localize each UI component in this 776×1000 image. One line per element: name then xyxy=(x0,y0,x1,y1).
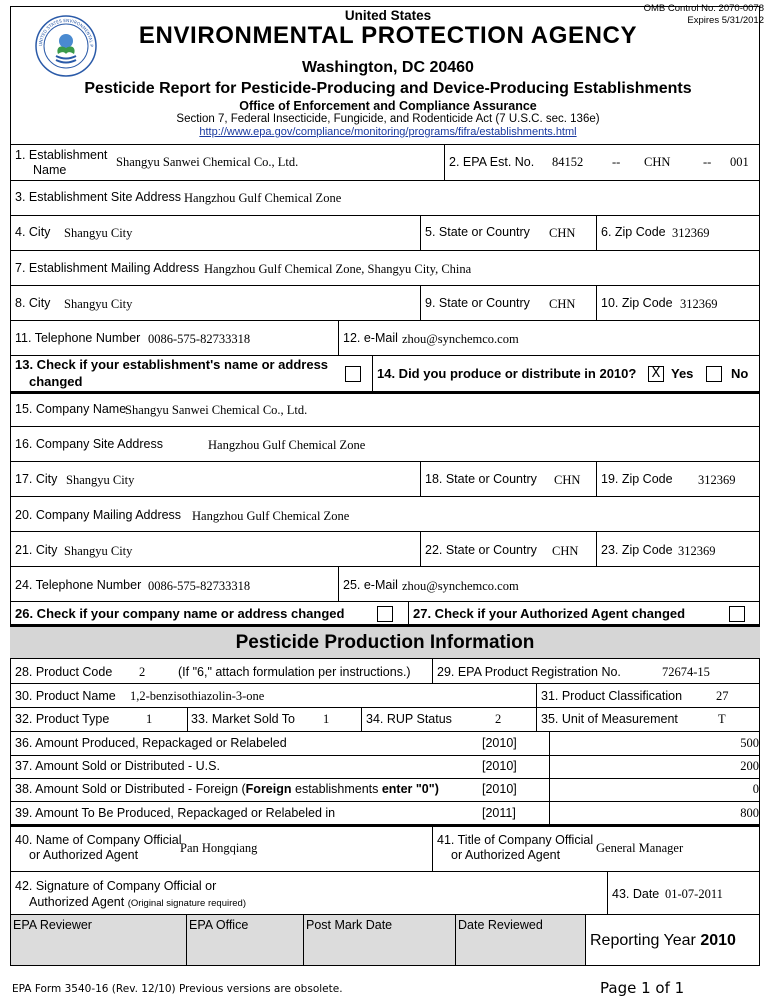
divider xyxy=(420,285,421,320)
divider xyxy=(455,914,456,966)
divider xyxy=(361,707,362,731)
field-37-year: [2010] xyxy=(482,759,517,773)
epa-est-no-sep1: -- xyxy=(612,155,621,169)
field-22-label: 22. State or Country xyxy=(425,543,537,557)
divider xyxy=(536,683,537,707)
field-41-label: 41. Title of Company Official xyxy=(437,833,594,847)
field-30-label: 30. Product Name xyxy=(15,689,116,703)
establishment-site-address-field[interactable]: Hangzhou Gulf Chemical Zone xyxy=(184,191,342,205)
field-29-label: 29. EPA Product Registration No. xyxy=(437,665,621,679)
rule xyxy=(10,707,760,708)
product-code-note: (If "6," attach formulation per instructions.) xyxy=(178,665,411,679)
produced-no-checkbox[interactable] xyxy=(706,366,722,382)
field-38-label-part: establishments xyxy=(291,782,382,796)
market-sold-to-field[interactable]: 1 xyxy=(323,712,330,726)
amount-produced-field[interactable]: 500 xyxy=(740,736,759,750)
form-title: Pesticide Report for Pesticide-Producing and Device-Producing Establishments xyxy=(84,80,692,97)
field-26-label: 26. Check if your company name or address changed xyxy=(15,606,345,621)
page-number: Page 1 of 1 xyxy=(600,979,685,997)
field-25-label: 25. e-Mail xyxy=(343,578,398,592)
produced-no-label: No xyxy=(731,366,749,381)
epa-registration-no-field[interactable]: 72674-15 xyxy=(662,665,710,679)
field-43-label: 43. Date xyxy=(612,887,660,901)
field-1-label: 1. Establishment xyxy=(15,148,108,162)
company-mail-zip-field[interactable]: 312369 xyxy=(678,544,716,558)
company-state-field[interactable]: CHN xyxy=(554,473,581,487)
epa-est-no-part3[interactable]: 001 xyxy=(730,155,749,169)
field-19-label: 19. Zip Code xyxy=(601,472,673,486)
divider xyxy=(596,461,597,496)
form-number: EPA Form 3540-16 (Rev. 12/10) Previous versions are obsolete. xyxy=(12,983,343,995)
field-20-label: 20. Company Mailing Address xyxy=(15,508,182,522)
company-mail-city-field[interactable]: Shangyu City xyxy=(64,544,133,558)
statute-reference: Section 7, Federal Insecticide, Fungicide, and Rodenticide Act (7 U.S.C. sec. 136e) xyxy=(176,113,600,125)
country-heading: United States xyxy=(344,8,432,23)
rule xyxy=(10,778,760,779)
rule xyxy=(10,461,760,462)
company-email-field[interactable]: zhou@synchemco.com xyxy=(402,579,519,593)
epa-office-label: EPA Office xyxy=(189,918,249,932)
divider xyxy=(303,914,304,966)
field-42-label-text: Authorized Agent xyxy=(29,895,125,909)
field-3-label: 3. Establishment Site Address xyxy=(15,190,182,204)
field-38-label-bold: enter "0") xyxy=(381,782,439,796)
field-6-label: 6. Zip Code xyxy=(601,225,666,239)
field-35-label: 35. Unit of Measurement xyxy=(541,712,678,726)
divider xyxy=(607,871,608,914)
field-39-year: [2011] xyxy=(482,806,516,820)
rule xyxy=(10,285,760,286)
field-21-label: 21. City xyxy=(15,543,58,557)
field-23-label: 23. Zip Code xyxy=(601,543,673,557)
establishment-mail-city-field[interactable]: Shangyu City xyxy=(64,297,133,311)
product-code-field[interactable]: 2 xyxy=(139,665,146,679)
amount-to-be-produced-field[interactable]: 800 xyxy=(740,806,759,820)
field-33-label: 33. Market Sold To xyxy=(191,712,295,726)
product-type-field[interactable]: 1 xyxy=(146,712,153,726)
rule xyxy=(10,755,760,756)
rule xyxy=(10,180,760,181)
field-38-label-part: 38. Amount Sold or Distributed - Foreign ( xyxy=(15,782,246,796)
field-13-label-cont: changed xyxy=(29,374,83,389)
agency-city: Washington, DC 20460 xyxy=(302,59,474,76)
company-zip-field[interactable]: 312369 xyxy=(698,473,736,487)
rule xyxy=(10,601,760,602)
field-42-label: 42. Signature of Company Official or xyxy=(15,879,217,893)
divider xyxy=(338,566,339,601)
establishment-email-field[interactable]: zhou@synchemco.com xyxy=(402,332,519,346)
field-8-label: 8. City xyxy=(15,296,51,310)
divider xyxy=(338,320,339,355)
field-31-label: 31. Product Classification xyxy=(541,689,683,703)
field-27-label: 27. Check if your Authorized Agent changed xyxy=(413,606,686,621)
field-28-label: 28. Product Code xyxy=(15,665,113,679)
establishment-changed-checkbox[interactable] xyxy=(345,366,361,382)
thick-rule xyxy=(10,824,760,827)
post-mark-date-label: Post Mark Date xyxy=(306,918,393,932)
divider xyxy=(420,461,421,496)
field-1-label-cont: Name xyxy=(33,163,67,177)
rule xyxy=(10,566,760,567)
rup-status-field[interactable]: 2 xyxy=(495,712,502,726)
reporting-year xyxy=(590,932,736,950)
establishment-phone-field[interactable]: 0086-575-82733318 xyxy=(148,332,251,346)
svg-text:UNITED STATES ENVIRONMENTAL PR: UNITED STATES ENVIRONMENTAL P xyxy=(38,18,94,47)
divider xyxy=(549,731,550,824)
rule xyxy=(10,683,760,684)
establishment-mail-state-field[interactable]: CHN xyxy=(549,297,576,311)
product-classification-field[interactable]: 27 xyxy=(716,689,729,703)
agency-heading: ENVIRONMENTAL PROTECTION AGENCY xyxy=(138,22,638,49)
establishment-zip-field[interactable]: 312369 xyxy=(672,226,710,240)
establishment-mail-zip-field[interactable]: 312369 xyxy=(680,297,718,311)
field-16-label: 16. Company Site Address xyxy=(15,437,163,451)
divider xyxy=(536,707,537,731)
official-title-field[interactable]: General Manager xyxy=(596,841,684,855)
reporting-year-label: Reporting Year xyxy=(590,932,696,949)
divider xyxy=(372,355,373,391)
product-name-field[interactable]: 1,2-benzisothiazolin-3-one xyxy=(130,689,265,703)
divider xyxy=(420,215,421,250)
field-39-label: 39. Amount To Be Produced, Repackaged or Relabeled in xyxy=(15,806,336,820)
divider xyxy=(432,827,433,871)
divider xyxy=(596,531,597,566)
divider xyxy=(187,707,188,731)
field-5-label: 5. State or Country xyxy=(425,225,530,239)
field-24-label: 24. Telephone Number xyxy=(15,578,142,592)
date-field[interactable]: 01-07-2011 xyxy=(665,887,723,901)
field-4-label: 4. City xyxy=(15,225,51,239)
field-38-label xyxy=(15,782,439,796)
rule xyxy=(10,250,760,251)
epa-est-no-sep2: -- xyxy=(703,155,712,169)
field-38-year: [2010] xyxy=(482,782,517,796)
field-42-label-cont xyxy=(29,895,246,909)
field-13-label: 13. Check if your establishment's name or address xyxy=(15,357,329,372)
rule xyxy=(10,320,760,321)
field-17-label: 17. City xyxy=(15,472,58,486)
establishment-state-field[interactable]: CHN xyxy=(549,226,576,240)
produced-yes-label: Yes xyxy=(671,366,694,381)
rule xyxy=(10,144,760,145)
company-city-field[interactable]: Shangyu City xyxy=(66,473,135,487)
reporting-year-value: 2010 xyxy=(700,932,736,949)
field-9-label: 9. State or Country xyxy=(425,296,530,310)
divider xyxy=(585,914,586,966)
field-7-label: 7. Establishment Mailing Address xyxy=(15,261,200,275)
omb-control-number: OMB Control No. 2070-0078 xyxy=(643,3,764,14)
divider xyxy=(432,659,433,683)
rule xyxy=(10,496,760,497)
field-36-label: 36. Amount Produced, Repackaged or Relabeled xyxy=(15,736,287,750)
field-38-label-bold: Foreign xyxy=(245,782,292,796)
amount-sold-us-field[interactable]: 200 xyxy=(740,759,759,773)
epa-est-no-part2[interactable]: CHN xyxy=(644,155,671,169)
epa-est-no-part1[interactable]: 84152 xyxy=(552,155,584,169)
epa-reviewer-label: EPA Reviewer xyxy=(13,918,92,932)
signature-field[interactable] xyxy=(300,876,600,910)
rule xyxy=(10,215,760,216)
rule xyxy=(10,531,760,532)
field-37-label: 37. Amount Sold or Distributed - U.S. xyxy=(15,759,220,773)
divider xyxy=(596,285,597,320)
field-40-label: 40. Name of Company Official xyxy=(15,833,182,847)
unit-of-measurement-field[interactable]: T xyxy=(718,712,726,726)
thick-rule xyxy=(10,391,760,394)
company-mail-state-field[interactable]: CHN xyxy=(552,544,579,558)
field-15-label: 15. Company Name xyxy=(15,402,127,416)
rule xyxy=(10,426,760,427)
establishment-mailing-address-field[interactable]: Hangzhou Gulf Chemical Zone, Shangyu City, China xyxy=(204,262,472,276)
field-36-year: [2010] xyxy=(482,736,517,750)
divider xyxy=(444,144,445,180)
rule xyxy=(10,731,760,732)
produced-yes-checkbox[interactable]: X xyxy=(648,366,664,382)
divider xyxy=(420,531,421,566)
field-11-label: 11. Telephone Number xyxy=(15,331,141,345)
field-10-label: 10. Zip Code xyxy=(601,296,673,310)
field-42-note: (Original signature required) xyxy=(127,898,246,909)
company-phone-field[interactable]: 0086-575-82733318 xyxy=(148,579,251,593)
official-name-field[interactable]: Pan Hongqiang xyxy=(180,841,258,855)
company-name-field[interactable]: Shangyu Sanwei Chemical Co., Ltd. xyxy=(125,403,308,417)
rule xyxy=(10,801,760,802)
amount-sold-foreign-field[interactable]: 0 xyxy=(752,782,759,796)
divider xyxy=(596,215,597,250)
field-40-label-cont: or Authorized Agent xyxy=(29,848,139,862)
field-12-label: 12. e-Mail xyxy=(343,331,398,345)
field-14-label: 14. Did you produce or distribute in 2010? xyxy=(377,366,637,381)
establishment-name-field[interactable]: Shangyu Sanwei Chemical Co., Ltd. xyxy=(116,155,299,169)
divider xyxy=(408,601,409,624)
company-mailing-address-field[interactable]: Hangzhou Gulf Chemical Zone xyxy=(192,509,350,523)
field-18-label: 18. State or Country xyxy=(425,472,537,486)
establishment-city-field[interactable]: Shangyu City xyxy=(64,226,133,240)
rule xyxy=(10,355,760,356)
company-changed-checkbox[interactable] xyxy=(377,606,393,622)
company-site-address-field[interactable]: Hangzhou Gulf Chemical Zone xyxy=(208,438,366,452)
office-name: Office of Enforcement and Compliance Assurance xyxy=(239,99,537,113)
field-34-label: 34. RUP Status xyxy=(366,712,452,726)
divider xyxy=(186,914,187,966)
production-section-title: Pesticide Production Information xyxy=(235,632,535,653)
field-32-label: 32. Product Type xyxy=(15,712,110,726)
agent-changed-checkbox[interactable] xyxy=(729,606,745,622)
field-2-label: 2. EPA Est. No. xyxy=(449,155,535,169)
expiration-date: Expires 5/31/2012 xyxy=(687,15,764,26)
date-reviewed-label: Date Reviewed xyxy=(458,918,543,932)
field-41-label-cont: or Authorized Agent xyxy=(451,848,561,862)
instructions-link[interactable]: http://www.epa.gov/compliance/monitoring/programs/fifra/establishments.html xyxy=(199,126,577,138)
rule xyxy=(10,871,760,872)
